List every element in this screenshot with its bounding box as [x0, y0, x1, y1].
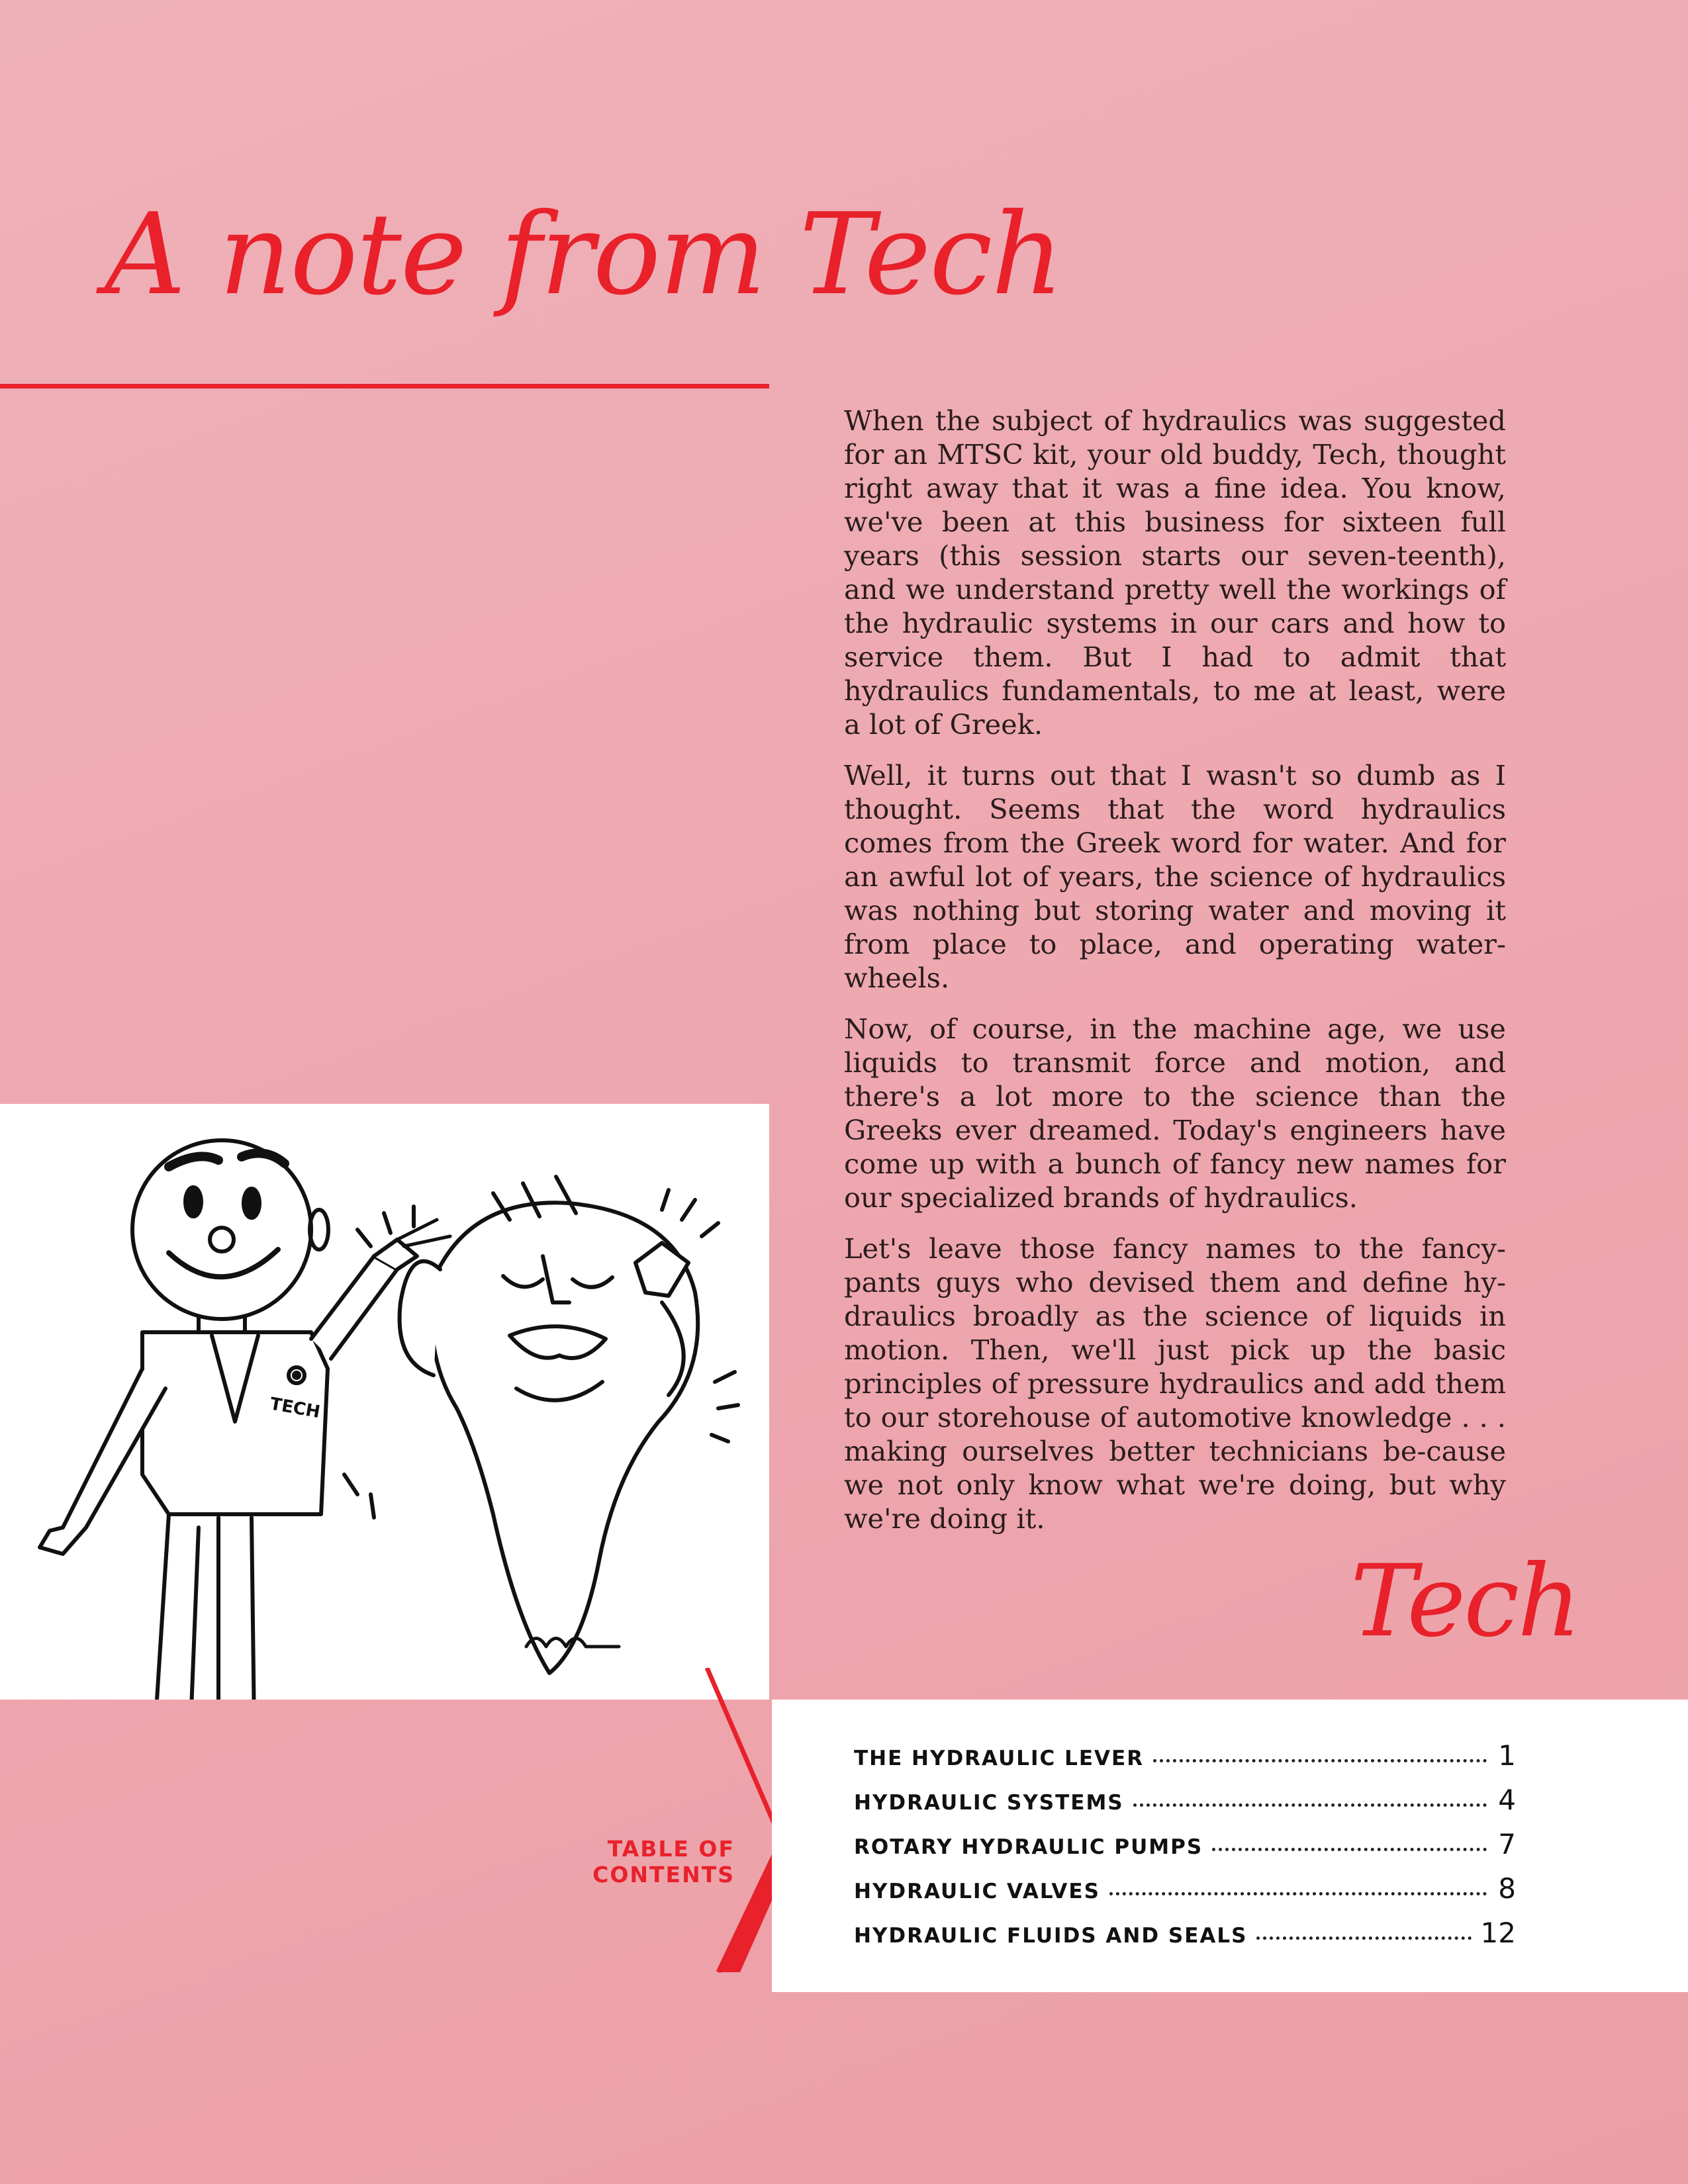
tech-badge-label: TECH — [268, 1394, 322, 1423]
toc-entry-page: 7 — [1498, 1828, 1516, 1860]
page-title: A note from Tech — [105, 189, 1062, 320]
letter-body — [844, 404, 1506, 1553]
toc-entry[interactable] — [854, 1784, 1516, 1828]
toc-leader-dots — [1212, 1848, 1487, 1851]
letter-paragraph-4: Let's leave those fancy names to the fancy-pants guys who devised them and define hy-draulics broadly as the science of liquids in motion. Then, we'll just pick up the basic principles of pressure hydraulics and add them to our storehouse of automotive knowledge . . . making ourselves better technicians be-cause we not only know what we're doing, but why we're doing it. — [844, 1232, 1506, 1535]
toc-panel — [772, 1700, 1688, 1992]
toc-entry-title: ROTARY HYDRAULIC PUMPS — [854, 1835, 1203, 1859]
toc-leader-dots — [1256, 1936, 1471, 1940]
toc-entry[interactable] — [854, 1739, 1516, 1784]
toc-entry[interactable] — [854, 1917, 1516, 1961]
letter-paragraph-3: Now, of course, in the machine age, we use liquids to transmit force and motion, and there's a lot more to the science than the Greeks ever dreamed. Today's engineers have come up with a bunch of fancy new names for our specialized brands of hydraulics. — [844, 1013, 1506, 1214]
toc-entry-page: 4 — [1498, 1784, 1516, 1816]
toc-entry-page: 8 — [1498, 1872, 1516, 1905]
letter-paragraph-2: Well, it turns out that I wasn't so dumb as I thought. Seems that the word hydraulics comes from the Greek word for water. And for an awful lot of years, the science of hydraulics was nothing but storing water and moving it from place to place, and operating water-wheels. — [844, 759, 1506, 994]
toc-entry-title: HYDRAULIC FLUIDS AND SEALS — [854, 1924, 1248, 1948]
toc-leader-dots — [1133, 1803, 1487, 1807]
toc-leader-dots — [1109, 1892, 1487, 1895]
illustration-panel — [0, 1104, 769, 1700]
signature: Tech — [1350, 1544, 1579, 1659]
toc-label: TABLE OF CONTENTS — [592, 1836, 735, 1888]
toc-entry-page: 1 — [1498, 1739, 1516, 1772]
toc-entry-title: HYDRAULIC VALVES — [854, 1880, 1100, 1903]
toc-list — [854, 1739, 1516, 1961]
title-underline — [0, 384, 769, 388]
toc-entry-title: HYDRAULIC SYSTEMS — [854, 1791, 1124, 1815]
toc-entry-title: THE HYDRAULIC LEVER — [854, 1747, 1145, 1770]
toc-entry-page: 12 — [1480, 1917, 1516, 1949]
toc-leader-dots — [1153, 1759, 1487, 1762]
toc-entry[interactable] — [854, 1828, 1516, 1872]
toc-entry[interactable] — [854, 1872, 1516, 1917]
tech-cartoon-illustration — [0, 1104, 769, 1700]
letter-paragraph-1: When the subject of hydraulics was suggested for an MTSC kit, your old buddy, Tech, thought right away that it was a fine idea. You know, we've been at this business for sixteen full years (this session starts our seven-teenth), and we understand pretty well the workings of the hydraulic systems in our cars and how to service them. But I had to admit that hydraulics fundamentals, to me at least, were a lot of Greek. — [844, 404, 1506, 741]
